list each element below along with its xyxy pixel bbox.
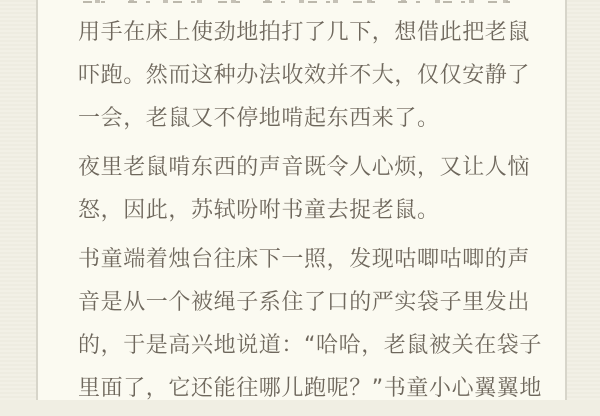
- text-line: 一会，老鼠又不停地啃起东西来了。: [78, 106, 440, 131]
- clipped-previous-line-remnant: [78, 0, 530, 3]
- paragraph: [78, 146, 534, 232]
- text-line: 怒，因此，苏轼吩咐书童去捉老鼠。: [78, 198, 440, 223]
- text-line: 的，于是高兴地说道：“哈哈，老鼠被关在袋子: [78, 333, 542, 358]
- text-line: 书童端着烛台往床下一照，发现咕唧咕唧的声: [78, 247, 531, 272]
- text-line: 音是从一个被绳子系住了口的严实袋子里发出: [78, 290, 531, 315]
- text-line: 用手在床上使劲地拍打了几下，想借此把老鼠: [78, 20, 531, 45]
- reader-page-panel: [36, 0, 567, 400]
- paragraph: [78, 238, 542, 410]
- text-line: 里面了，它还能往哪儿跑呢？”书童小心翼翼地: [78, 376, 542, 401]
- story-text: [78, 11, 542, 416]
- paragraph: [78, 11, 534, 140]
- text-line: 夜里老鼠啃东西的声音既令人心烦，又让人恼: [78, 155, 531, 180]
- text-line: 吓跑。然而这种办法收效并不大，仅仅安静了: [78, 63, 531, 88]
